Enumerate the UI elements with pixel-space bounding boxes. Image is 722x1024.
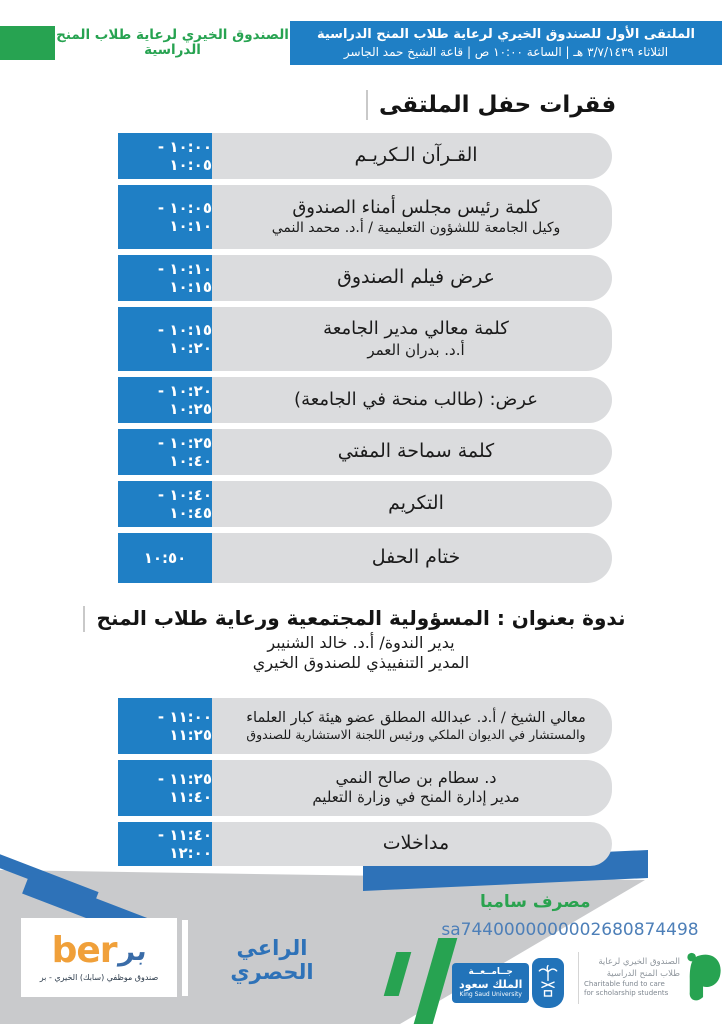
ksu-arabic-line2: الملك سعود	[459, 977, 523, 991]
row-title: القـرآن الـكريـم	[354, 144, 478, 167]
row-content	[212, 481, 612, 527]
row-title: د. سطام بن صالح النمي	[335, 768, 497, 788]
row-subtitle: وكيل الجامعة لللشؤون التعليمية / أ.د. محمد النمي	[271, 220, 561, 237]
schedule-row	[118, 377, 612, 423]
row-content	[212, 698, 612, 754]
time-slot: ١١:٠٠ - ١١:٢٥	[118, 698, 212, 754]
ber-logo-caption: صندوق موظفي (سابك) الخيري - بر	[39, 973, 159, 982]
time-slot: ١٠:٢٥ - ١٠:٤٠	[118, 429, 212, 475]
ksu-arabic-line1: جــامــعــة	[468, 966, 513, 977]
schedule-row	[118, 533, 612, 583]
row-content	[212, 307, 612, 371]
schedule-row	[118, 481, 612, 527]
time-slot: ١٠:١٠ - ١٠:١٥	[118, 255, 212, 301]
time-slot: ١٠:٠٠ - ١٠:٠٥	[118, 133, 212, 179]
charitable-fund-logo	[578, 950, 722, 1006]
header-green-block	[0, 26, 55, 60]
fund-english-line2: for scholarship students	[584, 989, 669, 998]
palm-swords-icon	[535, 962, 561, 1004]
schedule-row	[118, 133, 612, 179]
row-content	[212, 822, 612, 866]
fund-arabic-line1: الصندوق الخيري لرعاية	[598, 957, 680, 968]
exclusive-sponsor-label: الراعي الحصري	[230, 936, 314, 984]
schedule-row	[118, 429, 612, 475]
event-date-venue: الثلاثاء ٣/٧/١٤٣٩ هـ | الساعة ١٠:٠٠ ص | قاعة الشيخ حمد الجاسر	[343, 44, 669, 59]
ksu-logo-text	[452, 963, 529, 1003]
time-slot: ١١:٤٠ - ١٢:٠٠	[118, 822, 212, 866]
row-title: كلمة معالي مدير الجامعة	[323, 318, 509, 339]
seminar-heading: ندوة بعنوان : المسؤولية المجتمعية ورعاية طلاب المنح	[96, 606, 626, 630]
row-content	[212, 533, 612, 583]
fund-logo-divider	[578, 952, 579, 1004]
row-title: كلمة سماحة المفتي	[337, 440, 495, 463]
schedule-row	[118, 255, 612, 301]
ksu-logo	[452, 958, 564, 1008]
seminar-moderator: يدير الندوة/ أ.د. خالد الشنيبر	[267, 633, 455, 652]
row-content	[212, 760, 612, 816]
row-subtitle: والمستشار في الديوان الملكي ورئيس اللجنة الاستشارية للصندوق	[246, 726, 586, 742]
time-slot: ١٠:٥٠	[118, 533, 212, 583]
schedule-row	[118, 307, 612, 371]
row-title: عرض: (طالب منحة في الجامعة)	[294, 388, 538, 410]
time-slot: ١٠:٢٠ - ١٠:٢٥	[118, 377, 212, 423]
ber-sponsor-logo	[21, 918, 177, 997]
fund-glyph-icon	[685, 950, 722, 1006]
row-title: مداخلات	[382, 832, 450, 855]
row-content	[212, 255, 612, 301]
time-slot: ١٠:١٥ - ١٠:٢٠	[118, 307, 212, 371]
time-slot: ١٠:٤٠ - ١٠:٤٥	[118, 481, 212, 527]
row-content	[212, 377, 612, 423]
seminar-section	[0, 606, 722, 672]
event-title: الملتقى الأول للصندوق الخيري لرعاية طلاب المنح الدراسية	[316, 26, 696, 42]
row-title: ختام الحفل	[371, 546, 461, 569]
seminar-schedule	[118, 698, 612, 872]
title-accent-line	[366, 90, 368, 120]
row-subtitle: أ.د. بدران العمر	[367, 340, 465, 359]
sponsor-divider	[182, 920, 188, 996]
bank-iban: sa7440000000002680874498	[441, 920, 699, 940]
schedule-row	[118, 760, 612, 816]
ber-logo-latin: ber	[51, 930, 117, 971]
ceremony-schedule	[118, 133, 612, 589]
time-slot: ١١:٢٥ - ١١:٤٠	[118, 760, 212, 816]
ber-logo-arabic-icon: بر	[117, 935, 149, 967]
schedule-row	[118, 698, 612, 754]
row-content	[212, 429, 612, 475]
ksu-shield-icon	[532, 958, 564, 1008]
row-title: معالي الشيخ / أ.د. عبدالله المطلق عضو هيئة كبار العلماء	[246, 709, 586, 726]
row-subtitle: مدير إدارة المنح في وزارة التعليم	[312, 788, 520, 807]
row-title: التكريم	[388, 492, 444, 515]
ceremony-heading: فقرات حفل الملتقى	[379, 92, 617, 118]
fund-calligraphy-logo: الصندوق الخيري لرعاية طلاب المنح الدراسية	[56, 27, 289, 58]
time-slot: ١٠:٠٥ - ١٠:١٠	[118, 185, 212, 249]
schedule-row	[118, 822, 612, 866]
fund-arabic-line2: طلاب المنح الدراسية	[606, 968, 680, 979]
bank-name: مصرف سامبا	[480, 892, 591, 912]
fund-english-line1: Charitable fund to care	[584, 980, 665, 989]
seminar-moderator-role: المدير التنفييذي للصندوق الخيري	[252, 653, 470, 672]
row-title: كلمة رئيس مجلس أمناء الصندوق	[292, 196, 540, 218]
row-title: عرض فيلم الصندوق	[337, 266, 495, 289]
ksu-english-name: King Saud University	[459, 990, 522, 998]
ceremony-section-title	[366, 90, 616, 120]
schedule-row	[118, 185, 612, 249]
fund-logo-text	[584, 957, 680, 999]
row-content	[212, 185, 612, 249]
header-bar	[290, 21, 722, 65]
row-content	[212, 133, 612, 179]
ber-logo-mark	[51, 930, 149, 971]
